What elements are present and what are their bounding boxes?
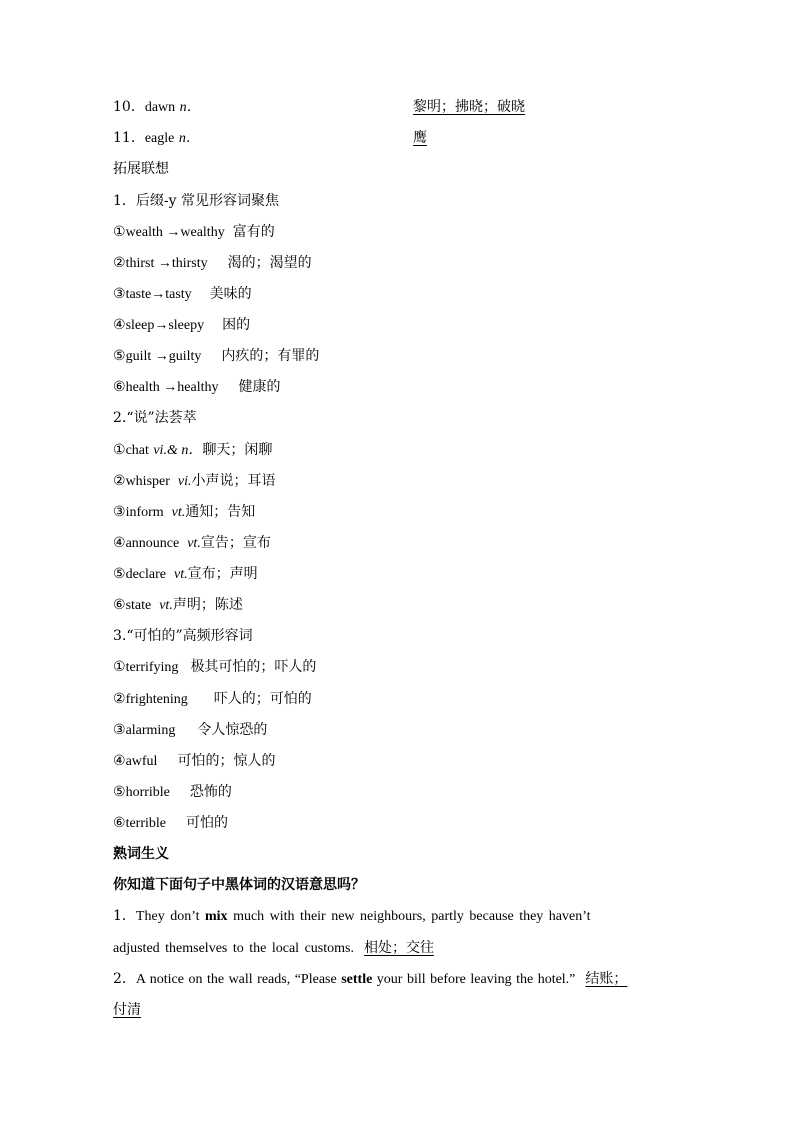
sentence-1-line-1: 1．They don’t mix much with their new neighbours, partly because they haven’t [113, 908, 591, 924]
list-item: ⑥terrible 可怕的 [113, 815, 228, 831]
list-item: ①terrifying 极其可怕的；吓人的 [113, 659, 317, 675]
answer: 相处；交往 [363, 940, 434, 956]
vocab-number: 10． [113, 99, 145, 115]
bold-word: mix [205, 909, 228, 924]
list-item: ③taste→tasty 美味的 [113, 286, 252, 302]
vocab-pos: n． [178, 131, 200, 146]
list-item: ⑤horrible 恐怖的 [113, 784, 232, 800]
list-item: ⑤guilt →guilty 内疚的；有罪的 [113, 348, 320, 364]
list-item: ⑤declare vt.宣布；声明 [113, 566, 258, 582]
list-item: ④announce vt.宣告；宣布 [113, 535, 271, 551]
bold-word: settle [341, 972, 373, 987]
vocab-meaning: 黎明；拂晓；破晓 [413, 99, 525, 115]
section-heading: 拓展联想 [113, 161, 169, 177]
answer-continued: 付清 [113, 1002, 141, 1018]
vocab-meaning: 鹰 [413, 130, 427, 146]
question-prompt: 你知道下面句子中黑体词的汉语意思吗？ [113, 877, 365, 893]
list-item: ④awful 可怕的；惊人的 [113, 753, 276, 769]
list-item: ③inform vt.通知；告知 [113, 504, 256, 520]
vocab-word: dawn [144, 100, 176, 115]
vocab-pos: n． [179, 100, 201, 115]
answer: 结账； [585, 971, 628, 987]
sentence-2-line-1: 2．A notice on the wall reads, “Please settle your bill before leaving the hotel.” 结账； [113, 971, 628, 987]
list-item: ①chat vi.& n．聊天；闲聊 [113, 442, 273, 458]
list-item: ②thirst →thirsty 渴的；渴望的 [113, 255, 312, 271]
list-item: ②frightening 吓人的；可怕的 [113, 691, 312, 707]
list-item: ④sleep→sleepy 困的 [113, 317, 251, 333]
list-item: ⑥state vt.声明；陈述 [113, 597, 243, 613]
vocab-line-10 [113, 98, 201, 117]
sentence-1-line-2: adjusted themselves to the local customs. 相处；交往 [113, 940, 434, 956]
list-item: ⑥health →healthy 健康的 [113, 379, 281, 395]
section-heading: 熟词生义 [113, 846, 169, 862]
vocab-line-11 [113, 129, 200, 148]
subsection-title: 3.“可怕的”高频形容词 [113, 628, 253, 644]
vocab-number: 11． [113, 130, 145, 146]
list-item: ②whisper vi.小声说；耳语 [113, 473, 276, 489]
list-item: ①wealth →wealthy 富有的 [113, 224, 275, 240]
subsection-title: 1．后缀-y 常见形容词聚焦 [113, 193, 279, 209]
vocab-word: eagle [144, 131, 175, 146]
subsection-title: 2.“说”法荟萃 [113, 410, 197, 426]
list-item: ③alarming 令人惊恐的 [113, 722, 268, 738]
